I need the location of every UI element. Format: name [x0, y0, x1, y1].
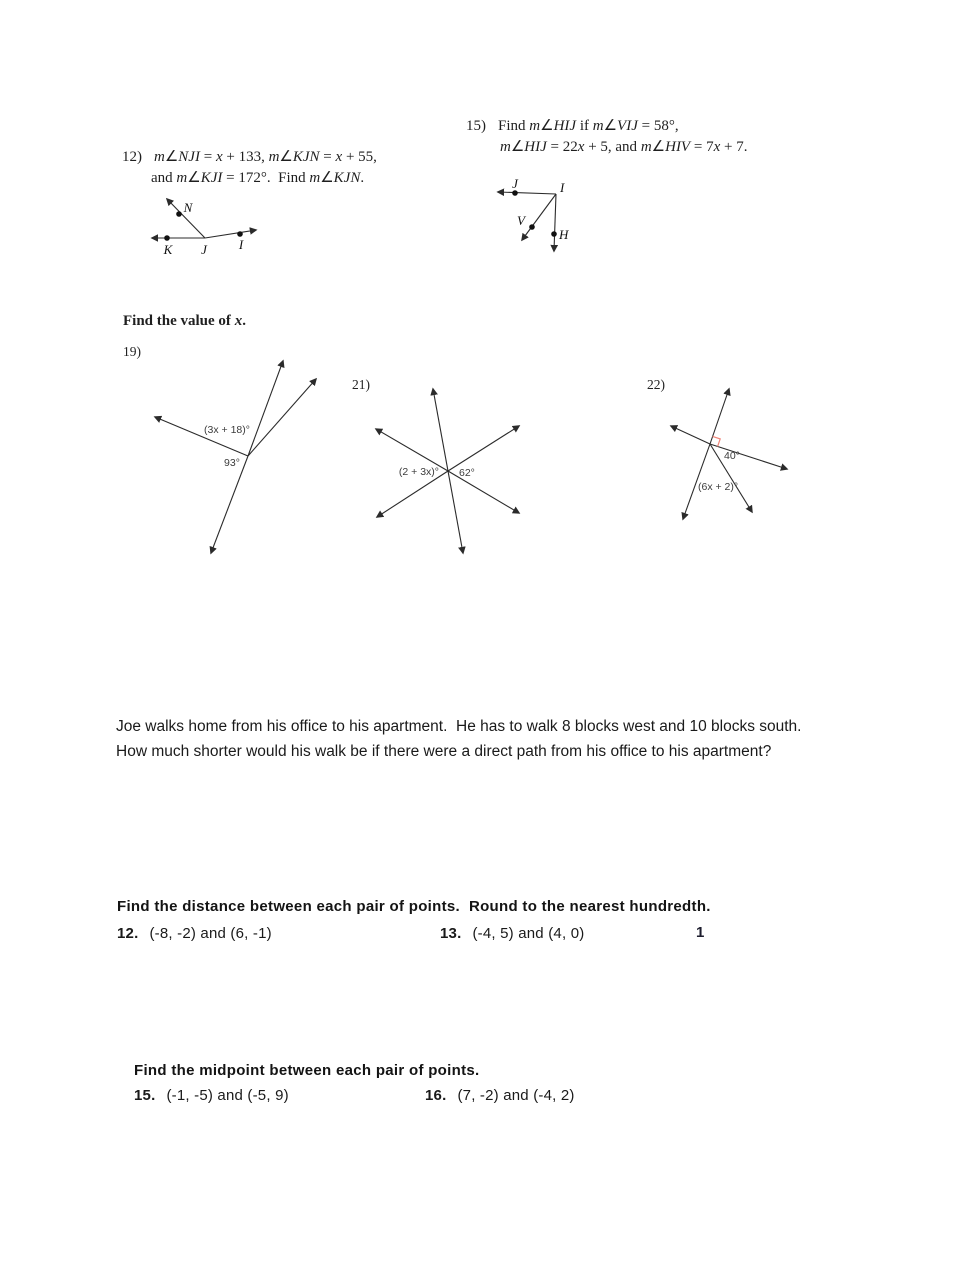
distance-item-13-points: (-4, 5) and (4, 0) — [472, 925, 585, 942]
midpoint-item-16-points: (7, -2) and (-4, 2) — [457, 1087, 575, 1104]
midpoint-item-15-number: 15. — [134, 1087, 156, 1104]
angle-diagram-15 — [490, 176, 585, 258]
problem-15-number: 15) — [466, 118, 486, 134]
angle-diagram-12 — [140, 192, 270, 264]
angle-label-6x2: (6x + 2)° — [698, 481, 739, 493]
label-h: H — [559, 227, 569, 242]
point-k-dot — [164, 235, 170, 241]
ray-upleft — [155, 417, 248, 456]
label-i: I — [238, 237, 244, 252]
word-problem-joe — [116, 714, 802, 764]
word-problem-line1: Joe walks home from his office to his apartment. He has to walk 8 blocks west and 10 blocks south. — [116, 718, 802, 735]
angle-label-93: 93° — [224, 457, 240, 469]
page-mark: 1 — [696, 924, 705, 941]
distance-item-13-number: 13. — [440, 925, 462, 942]
point-j-dot — [512, 190, 518, 196]
midpoint-item-15 — [134, 1087, 289, 1104]
point-i-dot — [237, 231, 243, 237]
ray-down — [448, 471, 463, 553]
point-n-dot — [176, 211, 182, 217]
label-n: N — [183, 200, 193, 215]
ray-up — [433, 389, 448, 471]
problem-15 — [466, 116, 747, 158]
problem-12-line2: and m∠KJI = 172°. Find m∠KJN. — [151, 170, 365, 186]
ray-upleft — [376, 429, 448, 471]
label-j: J — [512, 176, 518, 191]
find-x-heading: Find the value of x. — [123, 313, 246, 329]
distance-item-12-number: 12. — [117, 925, 139, 942]
angle-label-40: 40° — [724, 450, 740, 462]
point-h-dot — [551, 231, 557, 237]
label-v: V — [517, 213, 525, 228]
point-v-dot — [529, 224, 535, 230]
label-k: K — [163, 242, 173, 257]
label-i: I — [560, 180, 565, 195]
ray-upright — [248, 379, 316, 456]
ray-up — [248, 361, 283, 456]
problem-19-number: 19) — [123, 344, 141, 359]
problem-12-line1: m∠NJI = x + 133, m∠KJN = x + 55, — [154, 149, 377, 165]
distance-heading: Find the distance between each pair of points. Round to the nearest hundredth. — [117, 898, 711, 915]
label-j: J — [201, 242, 207, 257]
angle-label-62: 62° — [459, 467, 475, 479]
distance-item-12-points: (-8, -2) and (6, -1) — [149, 925, 272, 942]
ray-upleft — [671, 426, 710, 444]
midpoint-item-15-points: (-1, -5) and (-5, 9) — [166, 1087, 289, 1104]
angle-label-3x18: (3x + 18)° — [204, 424, 250, 436]
midpoint-heading: Find the midpoint between each pair of points. — [134, 1062, 480, 1079]
ray-up — [710, 389, 729, 444]
ray-iv — [522, 194, 556, 240]
problem-12 — [122, 147, 377, 189]
angle-diagram-21 — [345, 375, 560, 565]
problem-15-line2: m∠HIJ = 22x + 5, and m∠HIV = 7x + 7. — [500, 139, 748, 155]
distance-item-12 — [117, 925, 272, 942]
ray-ij — [498, 192, 556, 194]
problem-15-line1: Find m∠HIJ if m∠VIJ = 58°, — [498, 118, 679, 134]
angle-diagram-22 — [640, 378, 820, 528]
midpoint-item-16-number: 16. — [425, 1087, 447, 1104]
ray-upright — [448, 426, 519, 471]
angle-label-2-3x: (2 + 3x)° — [398, 466, 439, 478]
ray-right — [710, 444, 787, 469]
ray-down — [211, 456, 248, 553]
distance-item-13 — [440, 925, 584, 942]
midpoint-item-16 — [425, 1087, 575, 1104]
word-problem-line2: How much shorter would his walk be if there were a direct path from his office to his apartment? — [116, 743, 772, 760]
problem-22-number: 22) — [647, 377, 665, 392]
problem-12-number: 12) — [122, 149, 142, 165]
problem-21-number: 21) — [352, 377, 370, 392]
ray-ih — [554, 194, 556, 251]
angle-diagram-19 — [145, 355, 330, 560]
ray-ji — [205, 230, 256, 238]
